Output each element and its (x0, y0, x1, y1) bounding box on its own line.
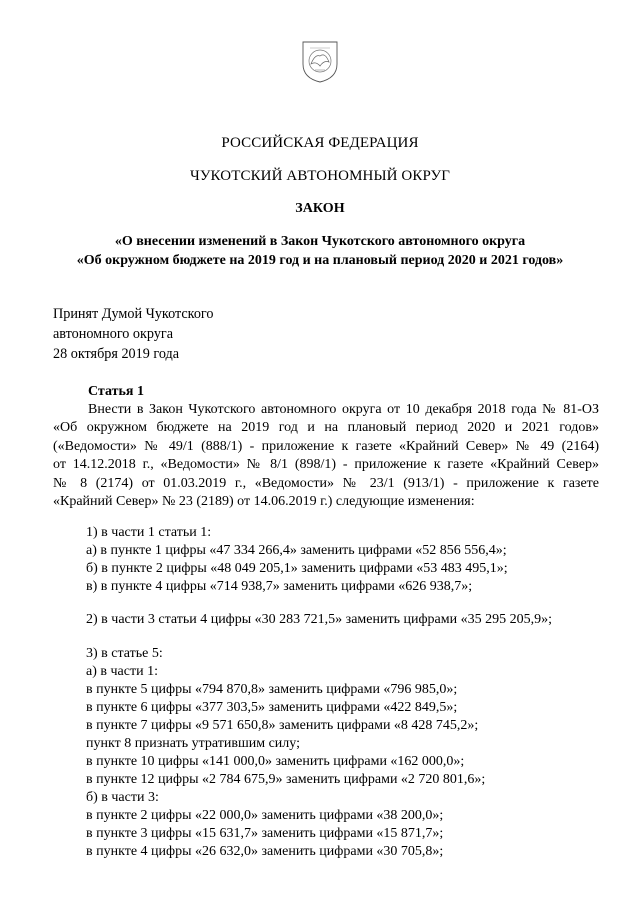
coat-of-arms-icon (301, 40, 339, 84)
country-heading: РОССИЙСКАЯ ФЕДЕРАЦИЯ (221, 135, 419, 151)
article-heading: Статья 1 (88, 384, 144, 399)
item-3-a-5: в пункте 10 цифры «141 000,0» заменить цифрами «162 000,0»; (86, 754, 465, 769)
document-type: ЗАКОН (295, 201, 345, 216)
item-1-c: в) в пункте 4 цифры «714 938,7» заменить цифрами «626 938,7»; (86, 579, 473, 594)
item-3-b-2: в пункте 3 цифры «15 631,7» заменить цифрами «15 871,7»; (86, 826, 444, 841)
item-2: 2) в части 3 статьи 4 цифры «30 283 721,5» заменить цифрами «35 295 205,9»; (86, 612, 552, 627)
item-3-a: а) в части 1: (86, 664, 158, 679)
item-3-a-2: в пункте 6 цифры «377 303,5» заменить цифрами «422 849,5»; (86, 700, 458, 715)
item-3-b: б) в части 3: (86, 790, 159, 805)
intro-line: («Ведомости» № 49/1 (888/1) - приложение к газете «Крайний Север» № 49 (2164) (53, 438, 599, 454)
law-title-line-1: «О внесении изменений в Закон Чукотского автономного округа (114, 234, 526, 249)
adoption-line: автономного округа (53, 326, 174, 342)
adoption-date: 28 октября 2019 года (53, 346, 180, 362)
region-heading: ЧУКОТСКИЙ АВТОНОМНЫЙ ОКРУГ (189, 168, 451, 184)
item-3-a-1: в пункте 5 цифры «794 870,8» заменить цифрами «796 985,0»; (86, 682, 458, 697)
item-3-a-6: в пункте 12 цифры «2 784 675,9» заменить цифрами «2 720 801,6»; (86, 772, 486, 787)
intro-line: «Об окружном бюджете на 2019 год и на плановый период 2020 и 2021 годов» (53, 420, 599, 436)
intro-line: от 14.12.2018 г., «Ведомости» № 8/1 (898/1) - приложение к газете «Крайний Север» (53, 457, 599, 473)
item-3-a-4: пункт 8 признать утратившим силу; (86, 736, 300, 751)
intro-line: № 8 (2174) от 01.03.2019 г., «Ведомости» № 23/1 (913/1) - приложение к газете (53, 475, 599, 491)
item-1-b: б) в пункте 2 цифры «48 049 205,1» заменить цифрами «53 483 495,1»; (86, 561, 508, 576)
article-intro (53, 401, 599, 511)
item-1-a: а) в пункте 1 цифры «47 334 266,4» заменить цифрами «52 856 556,4»; (86, 543, 507, 558)
adoption-info (53, 304, 213, 364)
item-3-a-3: в пункте 7 цифры «9 571 650,8» заменить цифрами «8 428 745,2»; (86, 718, 479, 733)
item-3-b-1: в пункте 2 цифры «22 000,0» заменить цифрами «38 200,0»; (86, 808, 444, 823)
adoption-line: Принят Думой Чукотского (53, 306, 214, 322)
intro-line: Внести в Закон Чукотского автономного округа от 10 декабря 2018 года № 81-ОЗ (88, 402, 599, 417)
intro-line: «Крайний Север» № 23 (2189) от 14.06.2019 г.) следующие изменения: (53, 494, 475, 510)
item-3-heading: 3) в статье 5: (86, 646, 163, 661)
law-title-line-2: «Об окружном бюджете на 2019 год и на плановый период 2020 и 2021 годов» (76, 253, 564, 268)
item-3-b-3: в пункте 4 цифры «26 632,0» заменить цифрами «30 705,8»; (86, 844, 444, 859)
item-1-heading: 1) в части 1 статьи 1: (86, 525, 212, 540)
